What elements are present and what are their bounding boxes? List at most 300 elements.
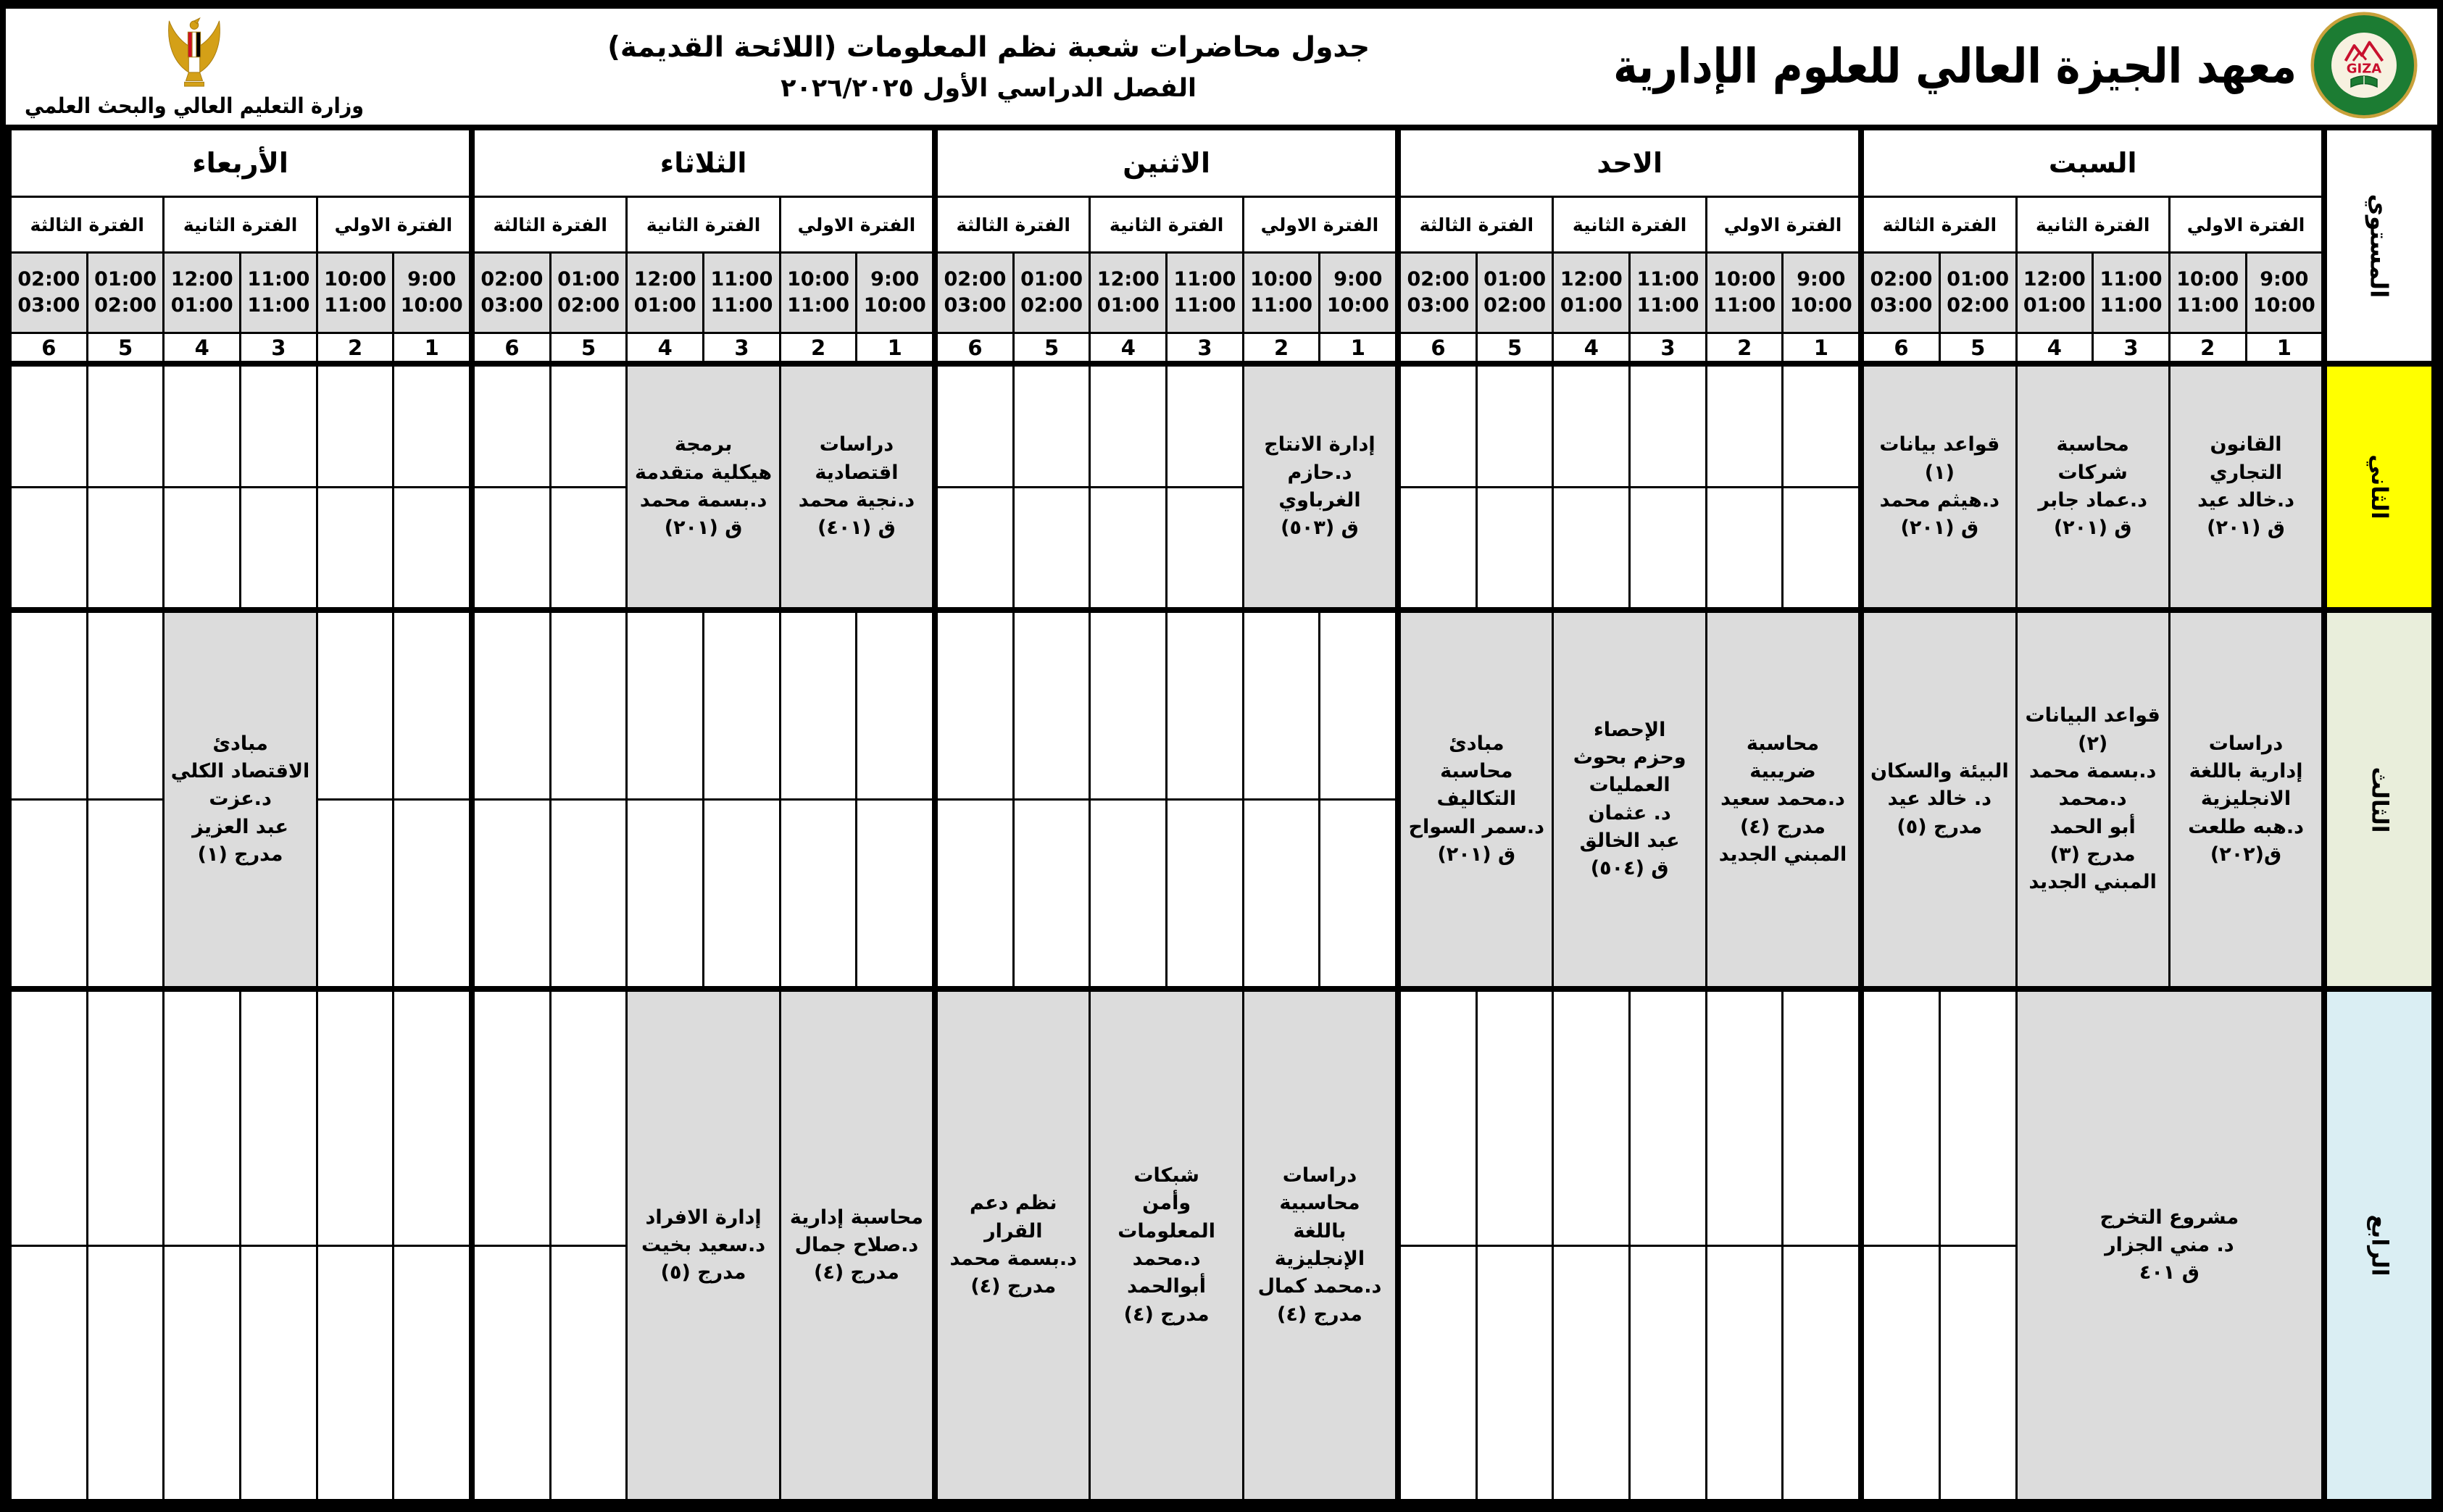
empty-slot-cell: [165, 488, 239, 608]
empty-slot-cell: [1168, 367, 1242, 486]
day-block: [12, 130, 469, 1499]
day-level-section: [475, 992, 932, 1499]
empty-slot-cell: [1707, 367, 1782, 486]
empty-slot-cell: [781, 801, 856, 986]
period-header-cell: الفترة الثالثة: [1864, 198, 2015, 251]
period-header-cell: الفترة الثانية: [1554, 198, 1705, 251]
empty-slot-cell: [552, 992, 626, 1245]
level-label-third: الثالث: [2366, 766, 2393, 833]
course-line: د.محمد سعيد: [1720, 788, 1845, 811]
slot-number-cell: 6: [938, 334, 1012, 361]
time-end: 01:00: [1560, 294, 1623, 317]
course-line: ق (٤٠١): [817, 517, 896, 540]
time-start: 12:00: [170, 267, 233, 291]
empty-slot-cell: [88, 367, 163, 486]
level-cell-fourth: [2327, 992, 2431, 1499]
time-end: 02:00: [1483, 294, 1547, 317]
course-line: المعلومات: [1118, 1219, 1215, 1242]
time-end: 11:00: [2176, 294, 2239, 317]
slot-number-cell: 1: [394, 334, 469, 361]
period-header-cell: الفترة الثالثة: [12, 198, 162, 251]
empty-slot-cell: [1631, 1247, 1705, 1500]
slot-number-cell: 1: [1320, 334, 1395, 361]
slot-number-cell: 5: [1478, 334, 1552, 361]
period-header-cell: الفترة الاولي: [1707, 198, 1858, 251]
slot-number-cell: 2: [318, 334, 393, 361]
course-line: د.محمد كمال: [1257, 1275, 1382, 1298]
time-end: 10:00: [863, 294, 926, 317]
slot-number-cell: 2: [2171, 334, 2245, 361]
time-start: 9:00: [870, 267, 920, 291]
time-end: 10:00: [400, 294, 463, 317]
course-line: أبوالحمد: [1127, 1275, 1207, 1298]
empty-slot-cell: [394, 367, 469, 486]
level-label-fourth: الرابع: [2366, 1214, 2393, 1277]
empty-slot-cell: [12, 801, 86, 986]
period-header-cell: الفترة الثانية: [165, 198, 315, 251]
time-end: 11:00: [1636, 294, 1699, 317]
day-name-cell: الاحد: [1401, 130, 1858, 196]
period-header-cell: الفترة الثالثة: [938, 198, 1089, 251]
empty-slot-cell: [552, 801, 626, 986]
empty-slot-cell: [88, 1247, 163, 1500]
time-cell: [1168, 254, 1242, 332]
time-start: 9:00: [1333, 267, 1383, 291]
empty-slot-cell: [1631, 367, 1705, 486]
slot-number-cell: 3: [2094, 334, 2168, 361]
day-level-section: [938, 992, 1395, 1499]
time-cell: [1478, 254, 1552, 332]
course-line: دراسات: [1282, 1164, 1357, 1187]
level-column-header: المستوي: [2365, 193, 2394, 298]
time-end: 03:00: [1870, 294, 1933, 317]
time-cell: [88, 254, 163, 332]
slot-number-cell: 3: [1631, 334, 1705, 361]
course-line: مشروع التخرج: [2099, 1206, 2239, 1229]
day-level-section: [12, 992, 469, 1499]
course-line: د.سعيد بخيت: [641, 1233, 766, 1256]
empty-slot-cell: [88, 992, 163, 1245]
time-end: 03:00: [480, 294, 544, 317]
time-end: 10:00: [2252, 294, 2315, 317]
empty-slot-cell: [1478, 1247, 1552, 1500]
slot-number-cell: 6: [1864, 334, 1939, 361]
time-cell: [1864, 254, 1939, 332]
time-end: 11:00: [1250, 294, 1313, 317]
empty-slot-cell: [1478, 367, 1552, 486]
time-end: 10:00: [1326, 294, 1389, 317]
time-end: 11:00: [324, 294, 387, 317]
period-header-cell: الفترة الثالثة: [475, 198, 625, 251]
time-end: 10:00: [1789, 294, 1852, 317]
empty-slot-cell: [165, 367, 239, 486]
course-line: إدارية باللغة: [2189, 760, 2303, 782]
time-start: 12:00: [633, 267, 696, 291]
slot-number-cell: 4: [628, 334, 702, 361]
course-cell: [1707, 613, 1858, 986]
day-level-section: [1401, 992, 1858, 1499]
empty-slot-cell: [394, 992, 469, 1245]
empty-slot-cell: [628, 801, 702, 986]
empty-slot-cell: [12, 488, 86, 608]
course-line: إدارة الافراد: [645, 1206, 762, 1229]
day-block: [475, 130, 932, 1499]
ministry-logo-group: [25, 17, 364, 117]
course-cell: [2018, 613, 2168, 986]
empty-slot-cell: [475, 488, 549, 608]
empty-slot-cell: [1554, 1247, 1628, 1500]
course-line: د. خالد عيد: [1887, 788, 1992, 811]
course-line: عبد العزيز: [192, 815, 288, 838]
day-header-section: [1864, 130, 2321, 361]
course-line: المبني الجديد: [2028, 871, 2157, 894]
slot-number-cell: 6: [1401, 334, 1476, 361]
period-header-cell: الفترة الثانية: [2018, 198, 2168, 251]
course-line: دراسات: [819, 433, 894, 456]
slot-number-cell: 3: [704, 334, 779, 361]
course-cell: [2171, 613, 2321, 986]
time-start: 11:00: [2099, 267, 2163, 291]
course-line: مدرج (٥): [660, 1261, 746, 1285]
course-line: التجاري: [2209, 461, 2283, 484]
course-line: مدرج (٤): [813, 1261, 899, 1285]
empty-slot-cell: [552, 367, 626, 486]
course-cell: [1401, 613, 1552, 986]
page-header: [6, 9, 2437, 125]
empty-slot-cell: [1401, 367, 1476, 486]
day-level-section: [475, 613, 932, 986]
day-block: [1401, 130, 1858, 1499]
slot-number-cell: 4: [1554, 334, 1628, 361]
day-name-cell: الثلاثاء: [475, 130, 932, 196]
time-end: 11:00: [1713, 294, 1776, 317]
time-start: 01:00: [94, 267, 157, 291]
course-cell: [2018, 367, 2168, 607]
empty-slot-cell: [318, 992, 393, 1245]
course-line: العمليات: [1589, 774, 1670, 797]
time-cell: [1707, 254, 1782, 332]
course-line: القرار: [984, 1219, 1043, 1242]
course-line: د.عزت: [209, 788, 272, 811]
timetable-grid: [6, 125, 2437, 1506]
course-cell: [1244, 367, 1395, 607]
day-name-cell: السبت: [1864, 130, 2321, 196]
time-cell: [1015, 254, 1089, 332]
course-line: مبادئ: [212, 732, 268, 755]
time-cell: [165, 254, 239, 332]
empty-slot-cell: [318, 801, 393, 986]
empty-slot-cell: [1320, 801, 1395, 986]
time-cell: [1401, 254, 1476, 332]
institute-name: معهد الجيزة العالي للعلوم الإدارية: [1613, 39, 2297, 94]
time-cell: [552, 254, 626, 332]
empty-slot-cell: [475, 1247, 549, 1500]
course-line: شبكات: [1133, 1164, 1199, 1187]
empty-slot-cell: [1784, 992, 1858, 1245]
course-line: باللغة: [1293, 1219, 1347, 1242]
time-start: 11:00: [1173, 267, 1236, 291]
time-end: 11:00: [1173, 294, 1236, 317]
course-line: مبادئ: [1449, 732, 1504, 755]
course-line: د.بسمة محمد: [949, 1248, 1078, 1270]
course-line: محاسبة إدارية: [789, 1206, 923, 1229]
slot-number-cell: 4: [2018, 334, 2092, 361]
day-level-section: [475, 367, 932, 607]
course-line: اقتصادية: [815, 461, 899, 484]
empty-slot-cell: [1864, 1247, 1939, 1500]
slot-number-cell: 2: [781, 334, 856, 361]
course-line: وحزم بحوث: [1573, 745, 1686, 769]
time-start: 01:00: [557, 267, 620, 291]
time-cell: [2018, 254, 2092, 332]
empty-slot-cell: [241, 992, 316, 1245]
title-block: [381, 31, 1596, 103]
empty-slot-cell: [1015, 801, 1089, 986]
empty-slot-cell: [1784, 488, 1858, 608]
period-header-cell: الفترة الاولي: [2171, 198, 2321, 251]
time-end: 03:00: [1407, 294, 1470, 317]
course-line: د.بسمة محمد: [639, 489, 767, 511]
empty-slot-cell: [1478, 992, 1552, 1245]
course-line: محاسبة: [2056, 433, 2129, 456]
empty-slot-cell: [1554, 367, 1628, 486]
time-end: 02:00: [557, 294, 620, 317]
course-line: د.محمد: [2058, 788, 2127, 811]
day-name-cell: الاثنين: [938, 130, 1395, 196]
empty-slot-cell: [1320, 613, 1395, 798]
day-header-section: [475, 130, 932, 361]
course-cell: [628, 367, 778, 607]
slot-number-cell: 1: [857, 334, 932, 361]
period-header-cell: الفترة الثانية: [628, 198, 778, 251]
time-cell: [241, 254, 316, 332]
empty-slot-cell: [318, 1247, 393, 1500]
empty-slot-cell: [1478, 488, 1552, 608]
empty-slot-cell: [1864, 992, 1939, 1245]
course-line: أبو الحمد: [2049, 815, 2136, 838]
course-line: الغرباوي: [1278, 489, 1361, 511]
slot-number-cell: 6: [12, 334, 86, 361]
empty-slot-cell: [1707, 488, 1782, 608]
course-line: محاسبية: [1279, 1192, 1360, 1215]
course-line: ق (٢٠١): [664, 517, 743, 540]
time-cell: [704, 254, 779, 332]
empty-slot-cell: [552, 488, 626, 608]
slot-number-cell: 5: [88, 334, 163, 361]
empty-slot-cell: [1244, 801, 1319, 986]
course-line: ق (٢٠١): [1437, 843, 1516, 866]
time-cell: [1554, 254, 1628, 332]
course-line: البيئة والسكان: [1870, 760, 2009, 782]
course-line: د.محمد: [1132, 1248, 1201, 1270]
empty-slot-cell: [938, 613, 1012, 798]
course-cell: [1864, 367, 2015, 607]
slot-number-cell: 4: [165, 334, 239, 361]
empty-slot-cell: [12, 613, 86, 798]
course-line: د.بسمة محمد: [2028, 760, 2157, 782]
course-cell: [2018, 992, 2322, 1499]
empty-slot-cell: [552, 613, 626, 798]
course-line: د. عثمان: [1588, 801, 1671, 824]
level-column-header-cell: [2327, 130, 2431, 361]
course-line: القانون: [2210, 433, 2282, 456]
time-cell: [1244, 254, 1319, 332]
empty-slot-cell: [1091, 613, 1165, 798]
ministry-name: وزارة التعليم العالي والبحث العلمي: [25, 93, 365, 119]
time-start: 9:00: [2260, 267, 2309, 291]
empty-slot-cell: [1554, 488, 1628, 608]
course-line: الإنجليزية: [1274, 1248, 1365, 1270]
day-level-section: [1864, 367, 2321, 607]
course-line: مدرج (١): [197, 843, 283, 866]
period-header-cell: الفترة الثالثة: [1401, 198, 1552, 251]
course-line: مدرج (٤): [970, 1275, 1057, 1298]
time-start: 9:00: [1797, 267, 1846, 291]
course-line: محاسبة: [1440, 760, 1513, 782]
empty-slot-cell: [1401, 488, 1476, 608]
slot-number-cell: 5: [1941, 334, 2015, 361]
time-cell: [2171, 254, 2245, 332]
empty-slot-cell: [394, 1247, 469, 1500]
schedule-semester: الفصل الدراسي الأول ٢٠٢٦/٢٠٢٥: [781, 73, 1196, 103]
course-cell: [781, 367, 932, 607]
time-cell: [1320, 254, 1395, 332]
time-end: 01:00: [1096, 294, 1160, 317]
course-line: التكاليف: [1436, 788, 1517, 811]
time-cell: [781, 254, 856, 332]
empty-slot-cell: [1401, 992, 1476, 1245]
level-cell-third: [2327, 613, 2431, 986]
day-level-section: [1864, 992, 2321, 1499]
course-cell: [165, 613, 315, 986]
course-line: ق (٢٠١): [1900, 517, 1979, 540]
time-end: 01:00: [170, 294, 233, 317]
course-line: ق (٢٠١): [2053, 517, 2132, 540]
empty-slot-cell: [1941, 992, 2015, 1245]
course-line: المبني الجديد: [1718, 843, 1847, 866]
course-line: الاقتصاد الكلي: [170, 760, 310, 782]
slot-number-cell: 2: [1707, 334, 1782, 361]
course-line: د.عماد جابر: [2038, 489, 2147, 511]
time-cell: [1631, 254, 1705, 332]
time-end: 02:00: [1947, 294, 2010, 317]
time-end: 01:00: [633, 294, 696, 317]
course-line: ق ٤٠١: [2139, 1261, 2199, 1285]
institute-logo-group: [1613, 11, 2418, 122]
course-cell: [1554, 613, 1705, 986]
course-cell: [781, 992, 932, 1499]
empty-slot-cell: [241, 488, 316, 608]
empty-slot-cell: [1015, 367, 1089, 486]
empty-slot-cell: [318, 367, 393, 486]
period-header-cell: الفترة الاولي: [1244, 198, 1395, 251]
empty-slot-cell: [241, 367, 316, 486]
course-line: د.خالد عيد: [2197, 489, 2294, 511]
empty-slot-cell: [1941, 1247, 2015, 1500]
giza-institute-seal-icon: [2310, 11, 2418, 122]
time-cell: [318, 254, 393, 332]
empty-slot-cell: [938, 488, 1012, 608]
empty-slot-cell: [857, 801, 932, 986]
slot-number-cell: 6: [475, 334, 549, 361]
course-line: دراسات: [2208, 732, 2284, 755]
course-line: د.حازم: [1287, 461, 1352, 484]
course-line: ق (٢٠١): [2207, 517, 2285, 540]
time-start: 01:00: [1947, 267, 2010, 291]
course-line: مدرج (٤): [1277, 1303, 1362, 1326]
time-end: 11:00: [2099, 294, 2163, 317]
time-start: 10:00: [2176, 267, 2239, 291]
empty-slot-cell: [1091, 801, 1165, 986]
time-cell: [394, 254, 469, 332]
slot-number-cell: 3: [1168, 334, 1242, 361]
time-cell: [1091, 254, 1165, 332]
empty-slot-cell: [394, 613, 469, 798]
time-start: 02:00: [17, 267, 80, 291]
time-cell: [1784, 254, 1858, 332]
empty-slot-cell: [1707, 992, 1782, 1245]
empty-slot-cell: [88, 613, 163, 798]
course-line: وأمن: [1142, 1192, 1191, 1215]
course-line: ضريبية: [1749, 760, 1816, 782]
empty-slot-cell: [1554, 992, 1628, 1245]
course-line: د.سمر السواح: [1408, 815, 1545, 838]
time-cell: [1941, 254, 2015, 332]
course-line: (٢): [2078, 732, 2108, 755]
time-end: 11:00: [787, 294, 850, 317]
empty-slot-cell: [12, 1247, 86, 1500]
empty-slot-cell: [1784, 367, 1858, 486]
level-label-second: الثاني: [2366, 454, 2393, 519]
day-header-section: [1401, 130, 1858, 361]
svg-text:GIZA: GIZA: [2346, 61, 2382, 77]
empty-slot-cell: [394, 488, 469, 608]
empty-slot-cell: [1707, 1247, 1782, 1500]
time-start: 01:00: [1020, 267, 1083, 291]
empty-slot-cell: [704, 801, 779, 986]
empty-slot-cell: [1168, 613, 1242, 798]
time-start: 9:00: [407, 267, 457, 291]
day-level-section: [938, 367, 1395, 607]
course-line: برمجة: [674, 433, 733, 456]
course-line: ق(٢٠٢): [2210, 843, 2282, 866]
day-level-section: [938, 613, 1395, 986]
empty-slot-cell: [1784, 1247, 1858, 1500]
schedule-title: جدول محاضرات شعبة نظم المعلومات (اللائحة القديمة): [607, 30, 1370, 64]
empty-slot-cell: [475, 613, 549, 798]
empty-slot-cell: [475, 992, 549, 1245]
level-column: [2327, 130, 2431, 1499]
time-start: 10:00: [1250, 267, 1313, 291]
level-cell-second: [2327, 367, 2431, 607]
empty-slot-cell: [475, 367, 549, 486]
course-line: إدارة الانتاج: [1264, 433, 1376, 456]
period-header-cell: الفترة الثانية: [1091, 198, 1241, 251]
time-start: 11:00: [710, 267, 773, 291]
time-cell: [475, 254, 549, 332]
empty-slot-cell: [1631, 488, 1705, 608]
course-line: (١): [1924, 461, 1955, 484]
slot-number-cell: 4: [1091, 334, 1165, 361]
course-line: د. مني الجزار: [2105, 1233, 2234, 1256]
empty-slot-cell: [857, 613, 932, 798]
empty-slot-cell: [1091, 367, 1165, 486]
time-start: 11:00: [1636, 267, 1699, 291]
course-line: عبد الخالق: [1579, 829, 1680, 852]
empty-slot-cell: [704, 613, 779, 798]
time-cell: [2247, 254, 2322, 332]
time-start: 12:00: [1096, 267, 1160, 291]
